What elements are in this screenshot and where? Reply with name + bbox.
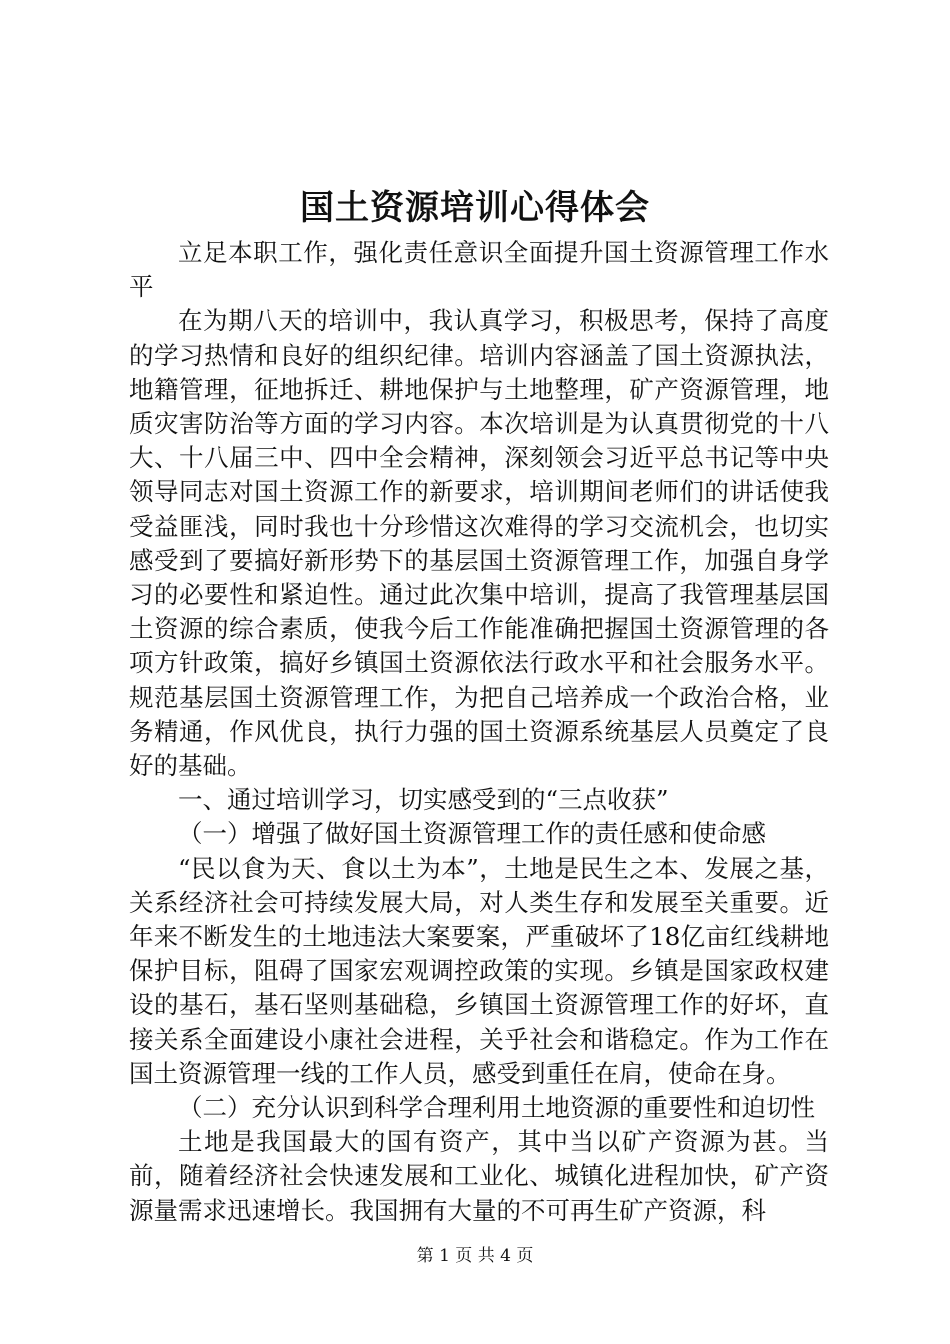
document-title: 国土资源培训心得体会 (300, 188, 650, 228)
page-footer: 第 1 页 共 4 页 (416, 1246, 534, 1266)
paragraph-mineral-resources: 土地是我国最大的国有资产，其中当以矿产资源为甚。当前，随着经济社会快速发展和工业化、城镇化进程加快，矿产资源量需求迅速增长。我国拥有大量的不可再生矿产资源，科 (129, 1127, 829, 1225)
subsection-heading-1: （一）增强了做好国土资源管理工作的责任感和使命感 (178, 819, 766, 849)
subsection-heading-2: （二）充分认识到科学合理利用土地资源的重要性和迫切性 (178, 1093, 815, 1123)
paragraph-subtitle: 立足本职工作，强化责任意识全面提升国土资源管理工作水平 (129, 238, 829, 302)
paragraph-land-importance: “民以食为天、食以土为本”，土地是民生之本、发展之基，关系经济社会可持续发展大局，对人类生存和发展至关重要。近年来不断发生的土地违法大案要案，严重破坏了18亿亩红线耕地保护目标，阻碍了国家宏观调控政策的实现。乡镇是国家政权建设的基石，基石坚则基础稳，乡镇国土资源管理工作的好坏，直接关系全面建设小康社会进程，关乎社会和谐稳定。作为工作在国土资源管理一线的工作人员，感受到重任在肩，使命在身。 (129, 853, 829, 1088)
document-body (129, 236, 829, 1228)
section-heading-1: 一、通过培训学习，切实感受到的“三点收获” (178, 785, 669, 815)
paragraph-intro: 在为期八天的培训中，我认真学习，积极思考，保持了高度的学习热情和良好的组织纪律。培训内容涵盖了国土资源执法，地籍管理，征地拆迁、耕地保护与土地整理，矿产资源管理，地质灾害防治等方面的学习内容。本次培训是为认真贯彻党的十八大、十八届三中、四中全会精神，深刻领会习近平总书记等中央领导同志对国土资源工作的新要求，培训期间老师们的讲话使我受益匪浅，同时我也十分珍惜这次难得的学习交流机会，也切实感受到了要搞好新形势下的基层国土资源管理工作，加强自身学习的必要性和紧迫性。通过此次集中培训，提高了我管理基层国土资源的综合素质，使我今后工作能准确把握国土资源管理的各项方针政策，搞好乡镇国土资源依法行政水平和社会服务水平。规范基层国土资源管理工作，为把自己培养成一个政治合格，业务精通，作风优良，执行力强的国土资源系统基层人员奠定了良好的基础。 (129, 306, 829, 781)
